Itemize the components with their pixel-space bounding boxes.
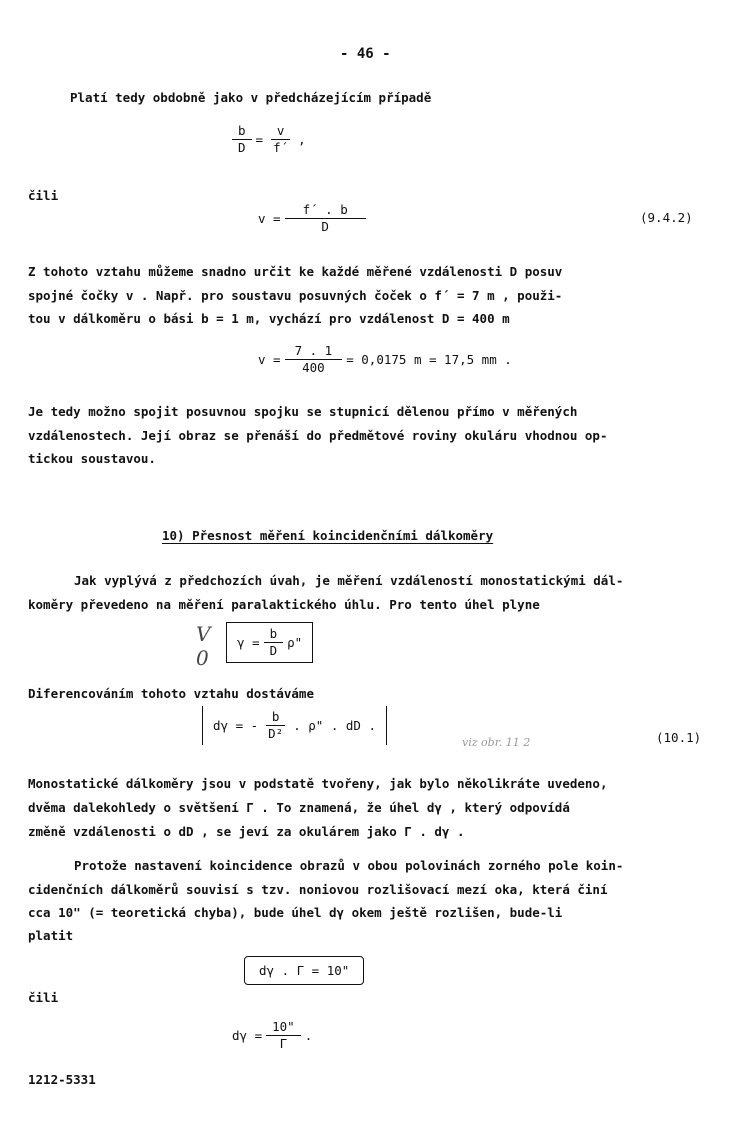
section-title: 10) Přesnost měření koincidenčními dálkoměry xyxy=(162,528,494,543)
equation-label-9-4-2: (9.4.2) xyxy=(640,210,693,225)
denominator: f´ xyxy=(273,139,289,155)
equation-9-4-2 xyxy=(258,203,370,234)
equation-rhs: = 0,0175 m = 17,5 mm . xyxy=(346,351,512,367)
fraction-v-over-f xyxy=(267,124,294,155)
equation-condition xyxy=(244,956,364,985)
paragraph-1-line-3: tou v dálkoměru o bási b = 1 m, vychází pro vzdálenost D = 400 m xyxy=(28,311,510,326)
fraction-b-over-d2 xyxy=(262,710,289,741)
intro-text: Platí tedy obdobně jako v předcházejícím případě xyxy=(70,90,432,105)
equation-rhs: . ρ" . dD . xyxy=(293,717,377,733)
paragraph-1-line-2: spojné čočky v . Např. pro soustavu posuvných čoček o f´ = 7 m , použi- xyxy=(28,288,563,303)
equation-lhs: dγ = - xyxy=(213,717,259,733)
equation-dgamma xyxy=(232,1020,312,1051)
equation-v-value xyxy=(258,344,512,375)
paragraph-2-line-3: tickou soustavou. xyxy=(28,451,156,466)
bracketed-formula xyxy=(202,706,387,745)
paragraph-2-line-1: Je tedy možno spojit posuvnou spojku se stupnicí dělenou přímo v měřených xyxy=(28,404,578,419)
paragraph-5-line-3: změně vzdálenosti o dD , se jeví za okulárem jako Γ . dγ . xyxy=(28,824,465,839)
denominator: D xyxy=(269,642,278,658)
numerator: b xyxy=(266,710,286,726)
paragraph-5-line-1: Monostatické dálkoměry jsou v podstatě tvořeny, jak bylo několikráte uvedeno, xyxy=(28,776,608,791)
boxed-formula xyxy=(226,622,313,663)
equation-label-10-1: (10.1) xyxy=(656,730,702,745)
paragraph-3-line-2: koměry převedeno na měření paralaktického úhlu. Pro tento úhel plyne xyxy=(28,597,540,612)
numerator: b xyxy=(264,627,284,643)
equation-lhs: v = xyxy=(258,351,281,367)
numerator: v xyxy=(271,124,291,140)
margin-mark-left: V 0 xyxy=(196,622,211,670)
paragraph-1-line-1: Z tohoto vztahu můžeme snadno určit ke každé měřené vzdálenosti D posuv xyxy=(28,264,563,279)
comma: , xyxy=(298,131,306,147)
equals-sign: = xyxy=(255,131,264,147)
numerator: 7 . 1 xyxy=(285,344,343,360)
footer-code: 1212-5331 xyxy=(28,1072,96,1087)
paragraph-4: Diferencováním tohoto vztahu dostáváme xyxy=(28,686,314,701)
equation-ratio xyxy=(228,124,306,155)
denominator: D² xyxy=(268,725,284,741)
numerator: f´ . b xyxy=(285,203,366,219)
denominator: D xyxy=(321,218,329,234)
fraction-fb-over-d xyxy=(285,203,366,234)
paragraph-6-line-4: platit xyxy=(28,928,74,943)
paragraph-6-line-3: cca 10" (= teoretická chyba), bude úhel dγ okem ještě rozlišen, bude-li xyxy=(28,905,563,920)
equation-lhs: v = xyxy=(258,210,281,226)
boxed-formula: dγ . Γ = 10" xyxy=(244,956,364,985)
paragraph-6-line-1: Protože nastavení koincidence obrazů v obou polovinách zorného pole koin- xyxy=(74,858,624,873)
equation-10-1 xyxy=(202,706,387,745)
equation-lhs: dγ = xyxy=(232,1027,263,1043)
page-number: - 46 - xyxy=(340,46,391,62)
numerator: b xyxy=(232,124,252,140)
paragraph-6-line-2: cidenčních dálkoměrů souvisí s tzv. noniovou rozlišovací mezí oka, která činí xyxy=(28,882,608,897)
paragraph-5-line-2: dvěma dalekohledy o světšení Γ . To znamená, že úhel dγ , který odpovídá xyxy=(28,800,570,815)
fraction-b-over-d xyxy=(264,627,284,658)
fraction-b-over-d xyxy=(232,124,252,155)
denominator: 400 xyxy=(302,359,325,375)
equation-rhs: ρ" xyxy=(287,634,303,650)
denominator: Γ xyxy=(279,1035,288,1051)
denominator: D xyxy=(238,139,246,155)
equation-lhs: γ = xyxy=(237,634,260,650)
paragraph-3-line-1: Jak vyplývá z předchozích úvah, je měření vzdáleností monostatickými dál- xyxy=(74,573,624,588)
fraction-10-over-gamma xyxy=(266,1020,301,1051)
paragraph-2-line-2: vzdálenostech. Její obraz se přenáší do předmětové roviny okuláru vhodnou op- xyxy=(28,428,608,443)
equation-gamma xyxy=(226,622,313,663)
numerator: 10" xyxy=(266,1020,301,1036)
cili-label: čili xyxy=(28,188,59,203)
handwritten-note: viz obr. 11 2 xyxy=(462,736,531,749)
equation-rhs: . xyxy=(304,1027,313,1043)
fraction-7-over-400 xyxy=(285,344,343,375)
cili-label-2: čili xyxy=(28,990,59,1005)
